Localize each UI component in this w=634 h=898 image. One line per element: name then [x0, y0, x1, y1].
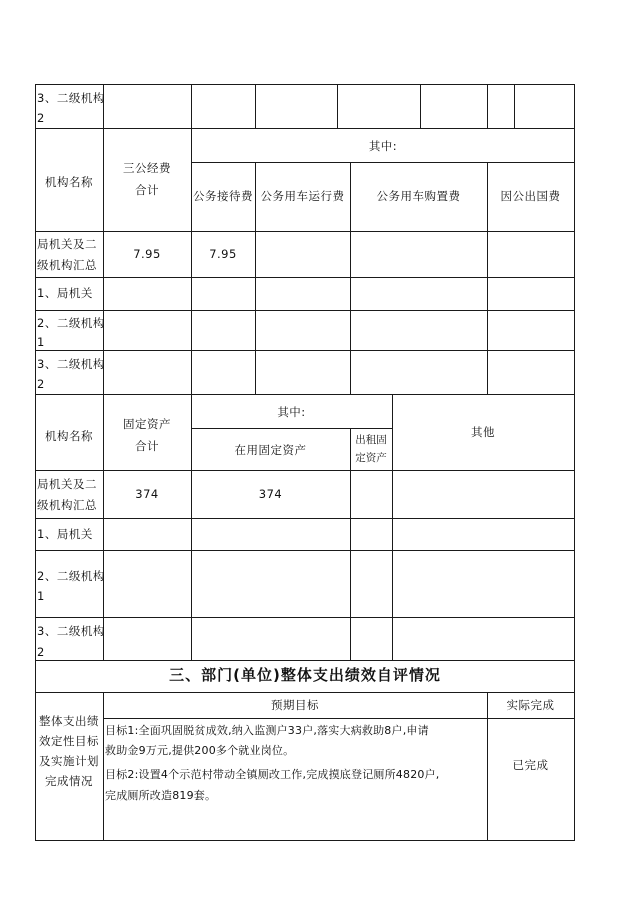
section-title: 三、部门(单位)整体支出绩效自评情况 [169, 666, 441, 684]
rule [35, 394, 575, 395]
rule [35, 550, 575, 551]
rule [35, 660, 575, 661]
header-rented: 定资产 [355, 452, 387, 464]
header-total: 固定资产 [123, 417, 171, 431]
rule [487, 84, 488, 128]
row-label: 1 [37, 335, 45, 349]
row-label: 2 [37, 645, 45, 659]
header-other: 其他 [471, 425, 495, 439]
rule [191, 428, 392, 429]
header-actual: 实际完成 [506, 698, 555, 712]
row-label: 2、二级机构 [37, 316, 105, 330]
goal-line: 救助金9万元,提供200多个就业岗位。 [105, 744, 295, 757]
left-label: 及实施计划 [39, 754, 99, 768]
rule [35, 310, 575, 311]
rule [35, 350, 575, 351]
cell-value: 374 [135, 487, 159, 501]
header-rented: 出租固 [355, 434, 387, 446]
row-label: 2 [37, 377, 45, 391]
rule [103, 394, 104, 660]
rule [35, 128, 575, 129]
row-label: 1 [37, 589, 45, 603]
rule [35, 470, 575, 471]
rule [35, 840, 575, 841]
rule [35, 617, 575, 618]
rule [191, 162, 575, 163]
rule [191, 84, 192, 128]
rule [35, 277, 575, 278]
row-label: 级机构汇总 [37, 258, 97, 272]
row-label: 1、局机关 [37, 286, 93, 300]
rule [420, 84, 421, 128]
header-total: 合计 [135, 439, 159, 453]
header-expected: 预期目标 [271, 698, 319, 712]
header-org-name: 机构名称 [45, 175, 93, 189]
header-vehicle-purchase: 公务用车购置费 [376, 189, 461, 203]
row-label: 2 [37, 111, 45, 125]
row-label: 级机构汇总 [37, 498, 97, 512]
header-vehicle-operation: 公务用车运行费 [260, 189, 345, 203]
goal-line: 目标2:设置4个示范村带动全镇厕改工作,完成摸底登记厕所4820户, [105, 768, 440, 781]
rule [514, 84, 515, 128]
header-including: 其中: [368, 139, 398, 153]
row-label: 3、二级机构 [37, 624, 105, 638]
border-right [574, 84, 575, 840]
rule [103, 692, 104, 840]
rule [35, 231, 575, 232]
rule [191, 394, 192, 660]
rule [337, 84, 338, 128]
header-total: 合计 [135, 183, 159, 197]
rule [35, 692, 575, 693]
row-label: 局机关及二 [37, 237, 97, 251]
header-total: 三公经费 [123, 161, 171, 175]
cell-value: 7.95 [209, 247, 237, 261]
rule [103, 718, 575, 719]
rule [35, 518, 575, 519]
header-including: 其中: [277, 405, 306, 419]
goal-line: 目标1:全面巩固脱贫成效,纳入监测户33户,落实大病救助8户,申请 [105, 724, 429, 737]
row-label: 3、二级机构 [37, 357, 105, 371]
left-label: 效定性目标 [39, 734, 99, 748]
header-org-name: 机构名称 [45, 429, 93, 443]
cell-value: 7.95 [133, 247, 161, 261]
goal-line: 完成厕所改造819套。 [105, 789, 217, 802]
row-label: 1、局机关 [37, 527, 93, 541]
row-label: 2、二级机构 [37, 569, 105, 583]
header-reception: 公务接待费 [193, 189, 253, 203]
left-label: 完成情况 [45, 774, 93, 788]
header-overseas: 因公出国费 [500, 189, 561, 203]
actual-value: 已完成 [512, 758, 549, 772]
header-in-use: 在用固定资产 [234, 443, 307, 457]
rule [255, 84, 256, 128]
cell-value: 374 [258, 487, 283, 501]
row-label: 局机关及二 [37, 477, 97, 491]
left-label: 整体支出绩 [39, 714, 99, 728]
rule [35, 84, 575, 85]
row-label: 3、二级机构 [37, 91, 105, 105]
